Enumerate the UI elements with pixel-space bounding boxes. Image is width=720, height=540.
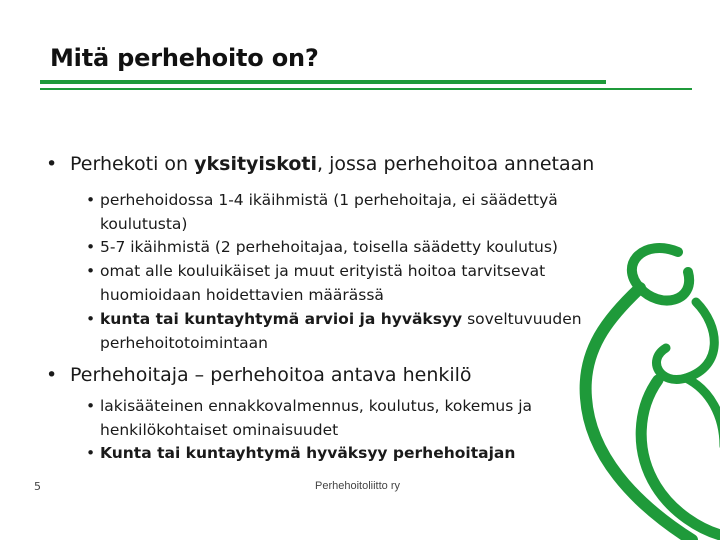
emphasis-yksityiskoti: yksityiskoti xyxy=(194,153,318,175)
title-underline-thin xyxy=(40,88,692,90)
title-underline-thick xyxy=(40,80,606,84)
sub-bullet-1-4-ikaihmista: • perhehoidossa 1-4 ikäihmistä (1 perhehoitaja, ei säädettyä koulutusta) xyxy=(86,191,558,233)
bullet-dot: • xyxy=(86,444,96,462)
bullet-dot: • xyxy=(46,153,58,175)
sub-bullet-valmennus: • lakisääteinen ennakkovalmennus, koulutus, kokemus ja henkilökohtaiset ominaisuudet xyxy=(86,397,533,439)
bullet-dot: • xyxy=(86,397,96,415)
footer-organization: Perhehoitoliitto ry xyxy=(315,480,400,492)
bullet-dot: • xyxy=(86,238,96,256)
bullet-dot: • xyxy=(86,191,96,209)
bullet-perhehoitaja: • Perhehoitaja – perhehoitoa antava henkilö xyxy=(46,364,472,386)
sub-bullet-omat-lapset: • omat alle kouluikäiset ja muut erityistä hoitoa tarvitsevat huomioidaan hoidettavien määrässä xyxy=(86,262,546,304)
bullet-perhekoti: • Perhekoti on yksityiskoti, jossa perhehoitoa annetaan xyxy=(46,153,595,175)
bullet-dot: • xyxy=(86,262,96,280)
bullet-dot: • xyxy=(46,364,58,386)
slide-title: Mitä perhehoito on? xyxy=(50,44,319,72)
bullet-dot: • xyxy=(86,310,96,328)
sub-bullet-5-7-ikaihmista: • 5-7 ikäihmistä (2 perhehoitajaa, toisella säädetty koulutus) xyxy=(86,236,600,260)
sub-bullet-kunta-arvioi: • kunta tai kuntayhtymä arvioi ja hyväksyy soveltuvuuden perhehoitotoimintaan xyxy=(86,310,582,352)
sub-bullet-kunta-hyvaksyy: • Kunta tai kuntayhtymä hyväksyy perhehoitajan xyxy=(86,442,600,466)
perhehoitoliitto-logo-icon xyxy=(574,240,720,540)
page-number: 5 xyxy=(34,480,41,493)
